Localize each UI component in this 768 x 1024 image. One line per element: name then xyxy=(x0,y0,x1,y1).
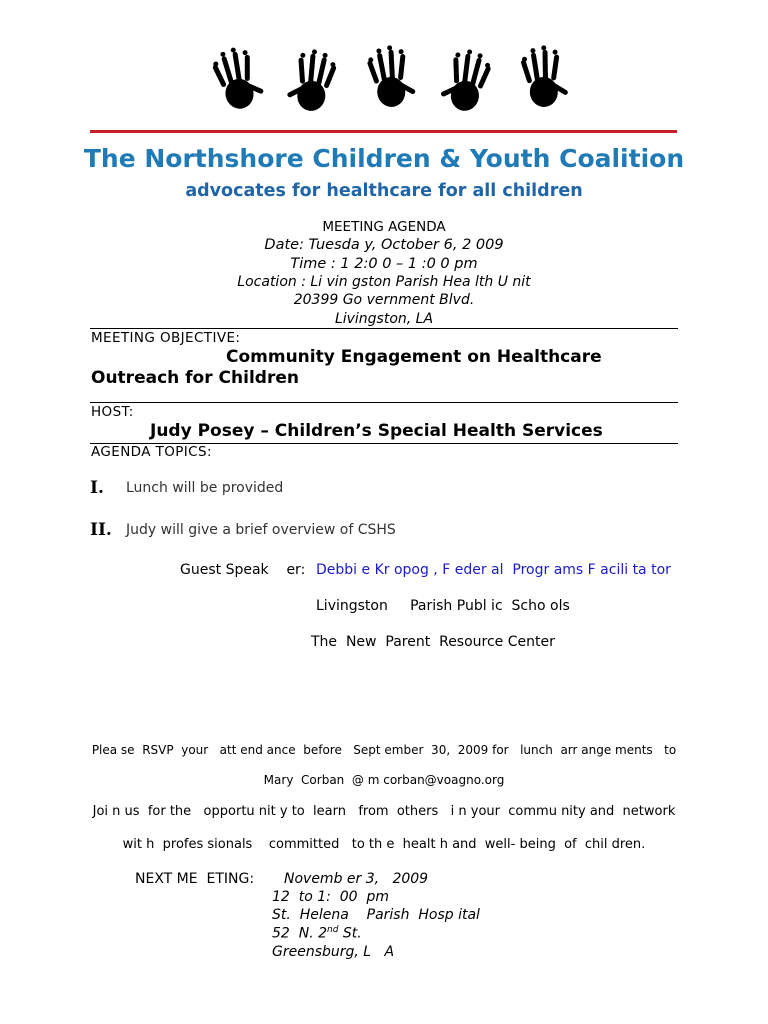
guest-speaker-name: Debbi e Kr opog , F eder al Progr ams F acili ta tor xyxy=(316,562,671,578)
next-meeting-label: NEXT ME ETING: xyxy=(135,871,255,887)
handprint-icon xyxy=(209,44,267,113)
next-meeting-place: St. Helena Parish Hosp ital xyxy=(272,907,480,923)
speaker-organization: The New Parent Resource Center xyxy=(311,634,555,650)
section-divider xyxy=(90,328,678,329)
header-divider xyxy=(90,130,677,133)
next-meeting-city: Greensburg, L A xyxy=(272,944,395,960)
handprint-icon xyxy=(519,44,569,108)
handprint-icon xyxy=(365,44,417,109)
topic-numeral: II. xyxy=(90,520,112,540)
next-meeting-date: Novemb er 3, 2009 xyxy=(284,871,429,887)
next-meeting-street xyxy=(272,925,362,942)
objective-label: MEETING OBJECTIVE: xyxy=(91,330,241,346)
speaker-organization: Livingston Parish Publ ic Scho ols xyxy=(316,598,570,614)
topic-numeral: I. xyxy=(90,478,104,498)
topic-item: Lunch will be provided xyxy=(126,480,284,496)
coalition-title: The Northshore Children & Youth Coalition xyxy=(83,144,685,173)
meeting-time: Time : 1 2:0 0 – 1 :0 0 pm xyxy=(290,256,478,272)
host-name: Judy Posey – Children’s Special Health Services xyxy=(150,421,603,441)
handprints-logo xyxy=(205,44,575,116)
guest-speaker-label: Guest Speak er: xyxy=(180,562,306,578)
meeting-agenda-heading: MEETING AGENDA xyxy=(322,219,446,235)
street-suffix: St. xyxy=(338,925,362,942)
ordinal-suffix: nd xyxy=(327,925,339,935)
objective-line-2: Outreach for Children xyxy=(91,368,299,388)
topic-item: Judy will give a brief overview of CSHS xyxy=(126,522,396,538)
handprint-icon xyxy=(285,46,339,113)
coalition-subtitle: advocates for healthcare for all children xyxy=(185,181,583,201)
rsvp-text: Plea se RSVP your att end ance before Sept ember 30, 2009 for lunch arr ange ments to xyxy=(91,743,677,757)
meeting-city: Livingston, LA xyxy=(334,311,434,327)
host-label: HOST: xyxy=(91,404,134,420)
objective-line-1: Community Engagement on Healthcare xyxy=(226,347,602,367)
meeting-address: 20399 Go vernment Blvd. xyxy=(293,292,475,308)
meeting-date: Date: Tuesda y, October 6, 2 009 xyxy=(264,237,504,253)
section-divider xyxy=(90,402,678,403)
next-meeting-time: 12 to 1: 00 pm xyxy=(272,889,389,905)
invitation-text: wit h profes sionals committed to th e healt h and well- being of chil dren. xyxy=(122,837,646,852)
meeting-location: Location : Li vin gston Parish Hea lth U nit xyxy=(237,274,531,290)
handprint-icon xyxy=(438,46,494,115)
rsvp-contact: Mary Corban @ m corban@voagno.org xyxy=(263,773,505,787)
agenda-topics-label: AGENDA TOPICS: xyxy=(91,444,212,460)
invitation-text: Joi n us for the opportu nit y to learn from others i n your commu nity and network xyxy=(92,804,676,819)
street-number: 52 N. 2 xyxy=(272,925,327,942)
